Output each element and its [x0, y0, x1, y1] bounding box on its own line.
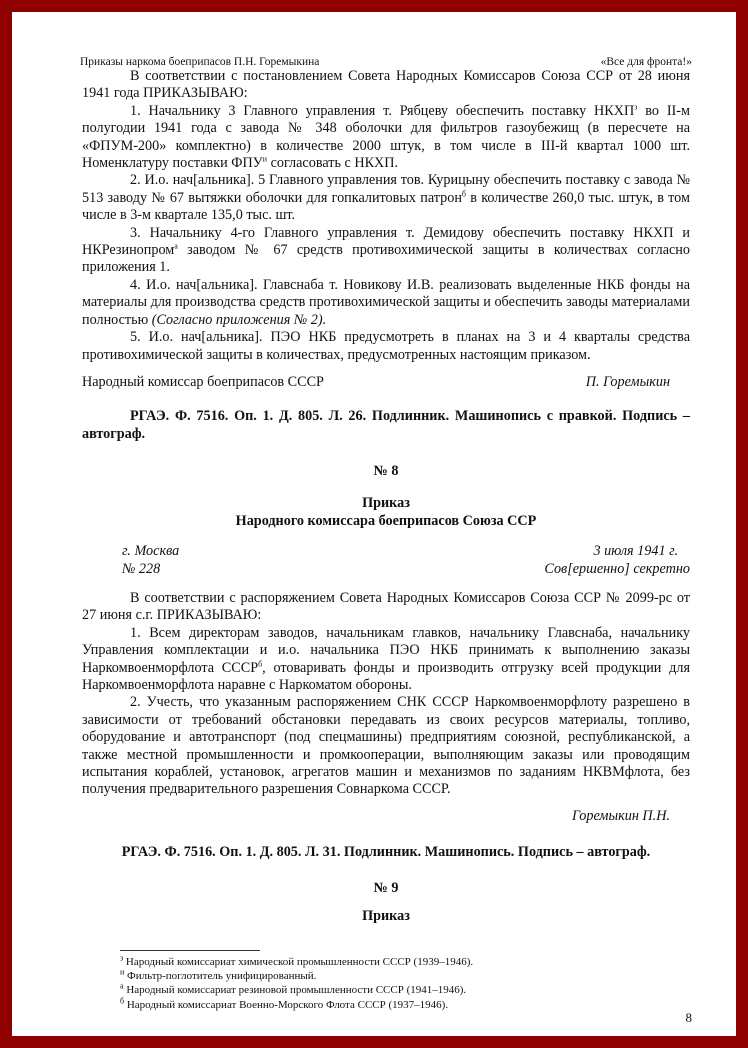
order-7-item-4: 4. И.о. нач[альника]. Главснаба т. Новикову И.В. реализовать выделенные НКБ фонды на материалы для производства средств противохимической защиты и обеспечить заводы материалами полностью (Согласно приложения № 2). [82, 276, 690, 328]
order-8-title: Приказ [362, 495, 410, 511]
order-8-place: г. Москва [122, 543, 180, 559]
order-8-subtitle: Народного комиссара боеприпасов Союза ССР [235, 513, 537, 529]
order-7-item-2: 2. И.о. нач[альника]. 5 Главного управления тов. Курицыну обеспечить поставку с завода № 513 заводу № 67 вытяжки оболочки для гопкалитовых патрон$^б$ в количестве 260,0 тыс. штук, в том числе в 3-м квартале 135,0 тыс. шт. [82, 172, 690, 224]
order-7-item-1: 1. Начальнику 3 Главного управления т. Рябцеву обеспечить поставку $НКХП^з$ во II-м полугодии 1941 года с завода № 348 оболочки для фильтров газоубежищ (в пересчете на «ФПУМ-200» комплектно) в количестве 2000 штук, в том числе в III-й квартал 1000 шт. Номенклатуру поставки $ФПУ^и$ согласовать с НКХП. [82, 102, 690, 172]
footnote-ref: б [258, 658, 263, 668]
footnote: $^и$ Фильтр-поглотитель унифицированный. [120, 967, 317, 983]
footnote: $^з$ Народный комиссариат химической промышленности СССР (1939–1946). [120, 953, 474, 968]
order-7-body [82, 68, 690, 364]
signatory-name: П. Горемыкин [585, 374, 670, 390]
order-7-item-3: 3. Начальнику 4-го Главного управления т. Демидову обеспечить поставку НКХП и НКРезинопром$^а$ заводом № 67 средств противохимической защиты в количествах согласно приложения 1. [82, 224, 690, 276]
order-8-meta [122, 542, 690, 578]
footnote-ref: з [634, 102, 638, 112]
order-8-secrecy: Сов[ершенно] секретно [544, 561, 690, 577]
footnotes [120, 955, 690, 1012]
order-8-body [82, 590, 690, 799]
header-right: «Все для фронта!» [600, 56, 692, 68]
order-8-number: № 8 [373, 463, 399, 479]
signatory-title: Народный комиссар боеприпасов СССР [82, 374, 324, 390]
page-number: 8 [685, 1010, 692, 1025]
document-page [12, 12, 736, 1036]
footnote-ref: и [262, 154, 268, 164]
signatory-name: Горемыкин П.Н. [571, 808, 670, 824]
order-8-signature [82, 808, 690, 825]
footnote-ref: б [461, 189, 466, 199]
footnote-divider [120, 950, 260, 951]
footnote-ref: а [174, 241, 178, 251]
order-7-signature [82, 374, 690, 391]
order-7-archive-ref: РГАЭ. Ф. 7516. Оп. 1. Д. 805. Л. 26. Подлинник. Машинопись с правкой. Подпись – автограф. [82, 408, 690, 442]
header-left: Приказы наркома боеприпасов П.Н. Горемыкина [80, 56, 320, 68]
order-8-date: 3 июля 1941 г. [593, 543, 678, 559]
order-9-title: Приказ [362, 908, 410, 924]
footnote: $^а$ Народный комиссариат резиновой промышленности СССР (1941–1946). [120, 981, 467, 997]
running-header [80, 56, 692, 68]
order-8-intro: В соответствии с распоряжением Совета Народных Комиссаров Союза ССР № 2099-рс от 27 июня с.г. ПРИКАЗЫВАЮ: [82, 590, 690, 624]
footnote: $^б$ Народный комиссариат Военно-Морского Флота СССР (1937–1946). [120, 995, 449, 1011]
order-8-num: № 228 [122, 561, 161, 577]
order-7-item-5: 5. И.о. нач[альника]. ПЭО НКБ предусмотреть в планах на 3 и 4 кварталы средства противохимической защиты в количествах, предусмотренных настоящим приказом. [82, 329, 690, 363]
order-8-archive-ref: РГАЭ. Ф. 7516. Оп. 1. Д. 805. Л. 31. Подлинник. Машинопись. Подпись – автограф. [121, 844, 651, 860]
order-8-item-2: 2. Учесть, что указанным распоряжением СНК СССР Наркомвоенморфлоту разрешено в зависимости от требований обстановки передавать из своих ресурсов материалы, топливо, оборудование и автотранспорт (под спецмашины) предприятиям союзной, республиканской, а также местной промышленности и промкооперации, выполняющим заказы или проводящим испытания кораблей, установок, агрегатов машин и механизмов по заданиям НКВМфлота, без получения предварительного разрешения Совнаркома СССР. [82, 694, 690, 798]
order-8-item-1: 1. Всем директорам заводов, начальникам главков, начальнику Главснаба, начальнику Управления комплектации и и.о. начальника ПЭО НКБ принимать к выполнению заказы Наркомвоенморфлота $СССР^б$, отоваривать фонды и производить отгрузку всей продукции для Наркомвоенморфлота наравне с Наркоматом обороны. [82, 624, 690, 694]
order-7-intro: В соответствии с постановлением Совета Народных Комиссаров Союза ССР от 28 июня 1941 года ПРИКАЗЫВАЮ: [82, 68, 690, 102]
order-9-number: № 9 [373, 880, 399, 896]
